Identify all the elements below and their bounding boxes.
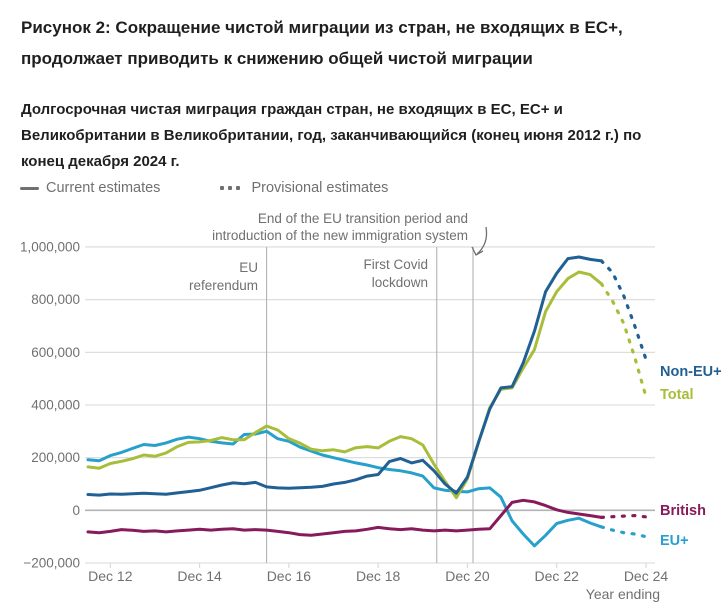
series-line-eu+ — [88, 431, 601, 546]
series-line-provisional-total — [601, 284, 646, 397]
series-layer — [88, 257, 646, 546]
y-axis-tick-label: −200,000 — [23, 555, 80, 571]
series-label-eu+: EU+ — [660, 533, 689, 549]
y-axis-tick-label: 400,000 — [31, 397, 80, 413]
annotation-text: introduction of the new immigration system — [212, 228, 468, 243]
series-line-total — [88, 272, 601, 498]
x-axis-tick-label: Dec 12 — [88, 568, 133, 584]
annotation-text: End of the EU transition period and — [257, 211, 468, 226]
series-line-provisional-eu+ — [601, 527, 646, 537]
series-label-non-eu+: Non-EU+ — [660, 364, 722, 380]
y-axis-tick-label: 1,000,000 — [19, 239, 80, 255]
x-axis-tick-label: Dec 24 — [623, 568, 669, 584]
annotation-text-layer — [189, 211, 487, 293]
series-label-layer — [660, 364, 722, 549]
annotation-arrow-icon — [477, 227, 487, 254]
annotation-text: EU — [239, 260, 258, 275]
x-axis-tick-label: Dec 14 — [177, 568, 222, 584]
x-axis-tick-label: Dec 16 — [266, 568, 312, 584]
axis-label-layer — [20, 239, 668, 602]
legend-current-label: Current estimates — [46, 180, 161, 196]
x-axis-tick-label: Dec 18 — [355, 568, 401, 584]
y-axis-tick-label: 0 — [72, 502, 80, 518]
x-axis-tick-label: Dec 20 — [445, 568, 490, 584]
y-axis-tick-label: 600,000 — [31, 344, 80, 360]
series-line-provisional-non-eu+ — [601, 261, 646, 360]
series-label-british: British — [660, 503, 706, 519]
legend-provisional-label: Provisional estimates — [251, 180, 389, 196]
x-axis-title: Year ending — [585, 586, 660, 602]
y-axis-tick-label: 200,000 — [31, 450, 80, 466]
annotation-text: referendum — [188, 278, 258, 293]
series-label-total: Total — [660, 387, 694, 403]
series-line-british — [88, 500, 601, 535]
annotation-text: lockdown — [371, 275, 428, 290]
series-line-provisional-british — [601, 516, 646, 518]
x-axis-tick-label: Dec 22 — [534, 568, 579, 584]
figure-title: Рисунок 2: Сокращение чистой миграции из стран, не входящих в ЕС+, продолжает приводить к снижению общей чистой миграции — [21, 18, 623, 68]
annotation-text: First Covid — [363, 257, 428, 272]
y-axis-tick-label: 800,000 — [31, 292, 80, 308]
annotation-arrow-icon — [472, 247, 483, 255]
figure-subtitle: Долгосрочная чистая миграция граждан стран, не входящих в ЕС, ЕС+ и Великобритании в Великобритании, год, заканчивающийся (конец июня 2012 г.) по конец декабря 2024 г. — [21, 101, 642, 170]
